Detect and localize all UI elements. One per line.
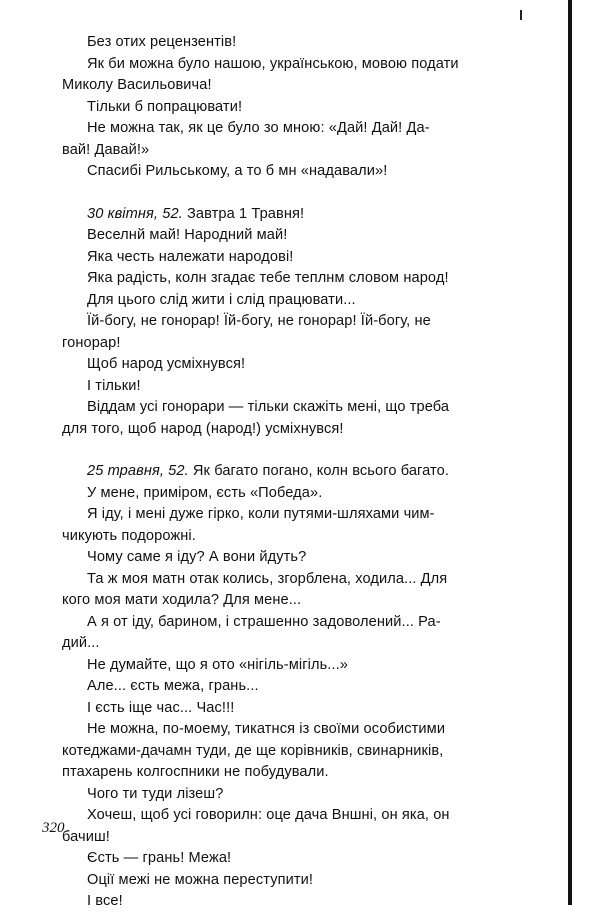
text-line: Не думайте, що я ото «нігіль-мігіль...» [87,656,348,673]
text-line: чикують подорожні. [62,527,196,544]
text-line: Оції межі не можна переступити! [87,871,314,888]
text-line: А я от іду, барином, і страшенно задоволений... Ра- [87,613,441,630]
text-line: Та ж моя матн отак колись, згорблена, ходила... Для [87,570,448,587]
text-line: Не можна, по-моему, тикатнся із своїми особистими [87,721,446,737]
text-line: Миколу Васильовича! [62,77,212,93]
text-line: для того, щоб народ (народ!) усміхнувся! [62,420,344,437]
text-line: Віддам усі гонорари — тільки скажіть мені, що треба [87,399,450,415]
text-line: Тільки б попрацювати! [87,98,243,115]
diary-entry-heading: 25 травня, 52. Як багато погано, колн всього багато. [87,463,450,479]
text-line: Чого ти туди лізеш? [87,785,224,802]
text-line: Чому саме я іду? А вони йдуть? [87,549,307,565]
text-line: Яка радість, колн згадає тебе теплнм словом народ! [87,270,449,286]
text-line: І все! [87,893,123,909]
text-line: Їй-богу, не гонорар! Їй-богу, не гонорар! Їй-богу, не [87,313,431,329]
text-line: І тільки! [87,377,141,394]
text-line: Без отих рецензентів! [87,34,237,50]
paragraph-gap [62,440,547,461]
page-binding-edge [568,0,572,905]
text-line: гонорар! [62,334,121,351]
text-line: Але... єсть межа, грань... [87,678,259,694]
text-line: Щоб народ усміхнувся! [87,356,246,372]
entry-date: 30 квітня, 52. [87,205,183,222]
text-line: Веселнй май! Народний май! [87,227,288,243]
diary-entry-heading: 30 квітня, 52. Завтра 1 Травня! [87,205,305,222]
text-line: Як би можна було нашою, українською, мовою подати [87,55,459,72]
text-line: дий... [62,635,100,651]
text-line: бачиш! [62,828,110,845]
text-line: Для цього слід жити і слід працювати... [87,291,356,308]
text-line: птахарень колгоспники не побудували. [62,764,329,780]
text-line: котеджами-дачамн туди, де ще корівників, свинарників, [62,742,444,759]
text-line: кого моя мати ходила? Для мене... [62,592,302,608]
body-text [62,32,547,913]
text-line: Єсть — грань! Межа! [87,850,232,866]
text-line: Спасибі Рильському, а то б мн «надавали»! [87,163,388,179]
text-line: вай! Давай!» [62,141,150,158]
text-line: Не можна так, як це було зо мною: «Дай! Дай! Да- [87,120,430,136]
text-line: У мене, приміром, єсть «Победа». [87,484,323,501]
text-line: Яка честь належати народові! [87,248,294,265]
entry-date: 25 травня, 52. [87,463,189,479]
scan-mark [520,10,522,20]
page-number: 320 [42,820,65,836]
paragraph-gap [62,183,547,204]
text-line: Хочеш, щоб усі говорилн: оце дача Вншні, он яка, он [87,807,450,823]
text-line: І єсть іще час... Час!!! [87,699,235,716]
text-line: Я іду, і мені дуже гірко, коли путями-шляхами чим- [87,506,435,522]
